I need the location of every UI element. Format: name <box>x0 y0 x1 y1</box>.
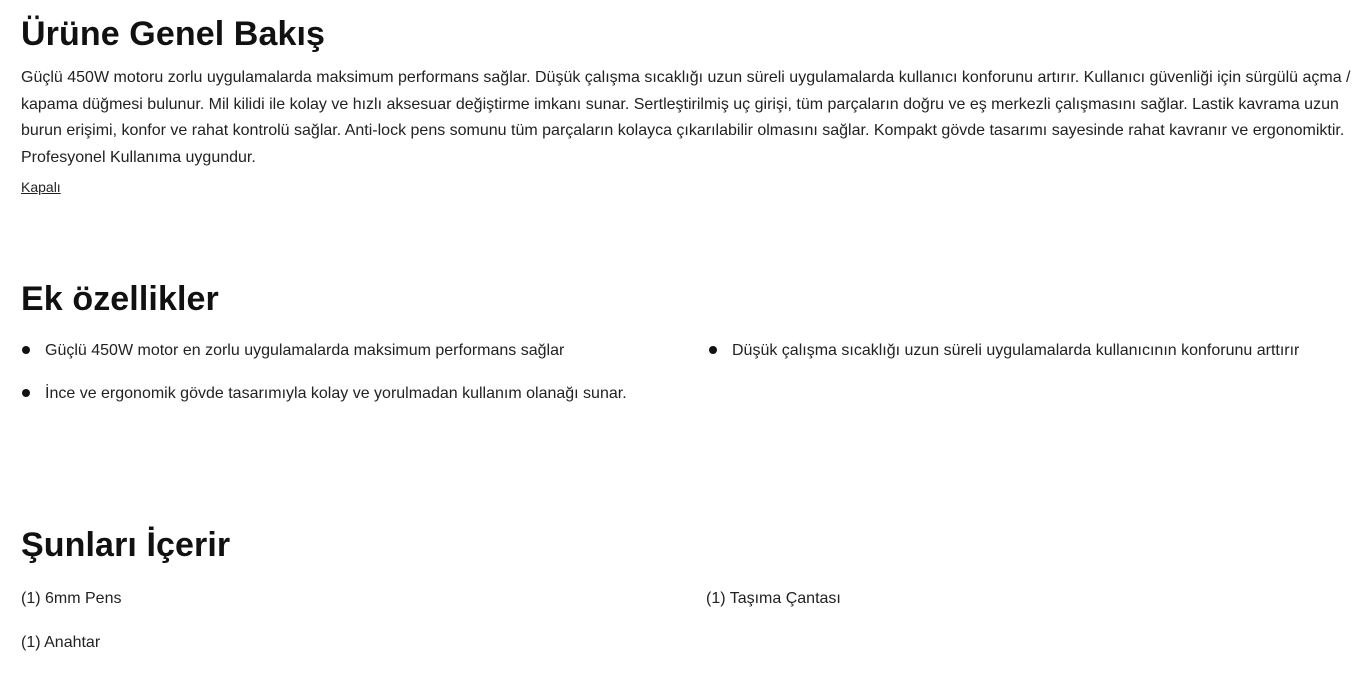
overview-description: Güçlü 450W motoru zorlu uygulamalarda maksimum performans sağlar. Düşük çalışma sıcaklığı uzun süreli uygulamalarda kullanıcı konforunu artırır. Kullanıcı güvenliği için sürgülü açma / kapama düğmesi bulunur. Mil kilidi ile kolay ve hızlı aksesuar değiştirme imkanı sunar. Sertleştirilmiş uç girişi, tüm parçaların doğru ve eş merkezli çalışmasını sağlar. Lastik kavrama uzun burun erişimi, konfor ve rahat kontrolü sağlar. Anti-lock pens somunu tüm parçaların kolayca çıkarılabilir olmasını sağlar. Kompakt gövde tasarımı sayesinde rahat kavranır ve ergonomiktir. Profesyonel Kullanıma uygundur. <box>21 69 1351 166</box>
feature-item <box>21 337 708 364</box>
feature-item <box>708 337 1361 364</box>
package-contents-heading: Şunları İçerir <box>21 526 231 564</box>
contents-item: (1) Taşıma Çantası <box>706 590 841 607</box>
contents-item: (1) 6mm Pens <box>21 590 122 607</box>
contents-item: (1) Anahtar <box>21 634 101 651</box>
collapse-toggle-link[interactable]: Kapalı <box>21 179 61 195</box>
feature-item-text: Düşük çalışma sıcaklığı uzun süreli uygulamalarda kullanıcının konforunu arttırır <box>732 342 1300 359</box>
feature-item-text: Güçlü 450W motor en zorlu uygulamalarda maksimum performans sağlar <box>45 342 565 359</box>
feature-item <box>21 380 708 407</box>
additional-features-heading: Ek özellikler <box>21 280 219 318</box>
bullet-icon <box>22 389 30 397</box>
overview-heading: Ürüne Genel Bakış <box>21 15 326 53</box>
feature-item-text: İnce ve ergonomik gövde tasarımıyla kolay ve yorulmadan kullanım olanağı sunar. <box>45 385 627 402</box>
additional-features-list <box>21 337 1361 407</box>
bullet-icon <box>22 346 30 354</box>
bullet-icon <box>709 346 717 354</box>
package-contents-list <box>21 585 1351 656</box>
